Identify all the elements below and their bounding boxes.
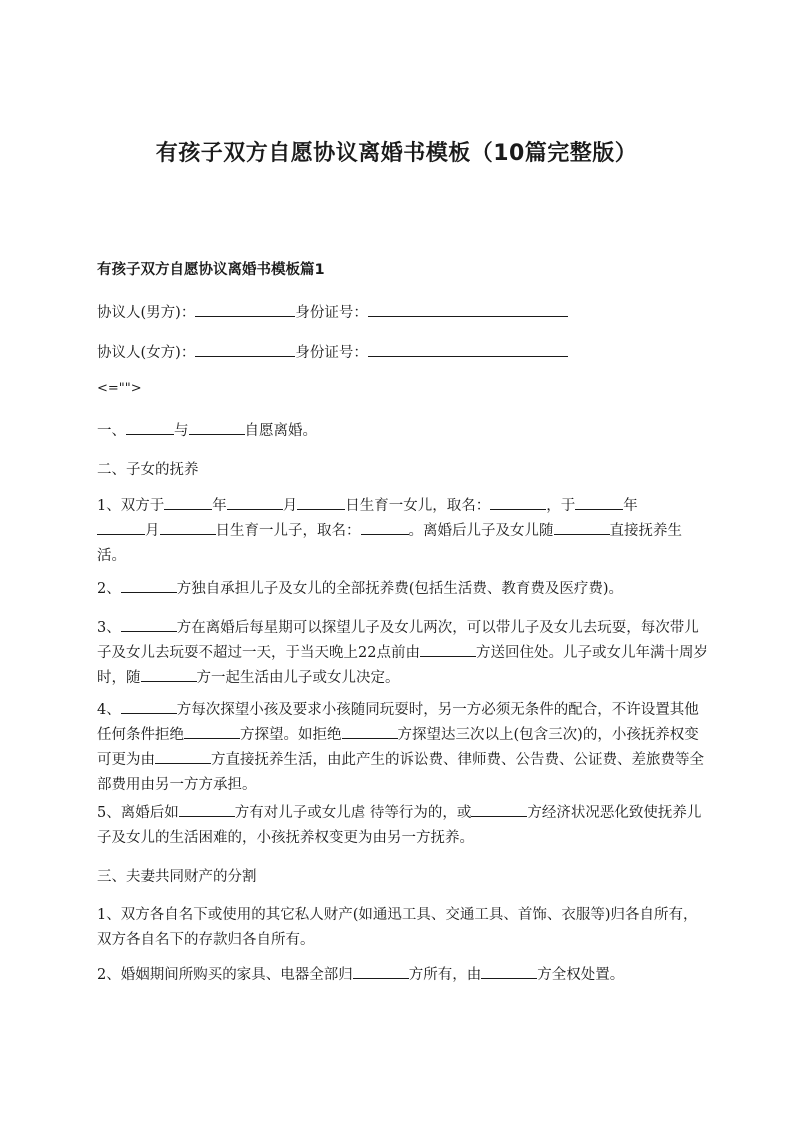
blank <box>575 495 623 510</box>
para-text: 方全权处置。 <box>537 967 625 983</box>
para-text: 2、 <box>97 581 121 597</box>
para-text: 年 <box>623 498 638 514</box>
blank <box>97 520 145 535</box>
blank <box>141 667 197 682</box>
para-text: 月 <box>282 498 298 514</box>
blank <box>155 749 211 764</box>
para-text: 方有对儿子或女儿虐 待等行为的，或 <box>234 805 472 821</box>
para-text: 方直接抚养生活，由此产生的诉讼费、律师费、公告费、公证费、差旅费等全部费用由另一方方承担。 <box>97 752 704 793</box>
para-text: 日生育一女儿，取名： <box>345 498 491 514</box>
para-text: 方所有，由 <box>408 967 482 983</box>
section-3-title: 三、夫妻共同财产的分割 <box>97 869 257 885</box>
blank <box>361 520 409 535</box>
para-text: 方一起生活由儿子或女儿决定。 <box>196 670 400 686</box>
party-male-line <box>97 302 707 325</box>
id-blank <box>368 342 568 357</box>
para-text: 年 <box>212 498 227 514</box>
id-blank <box>368 302 568 317</box>
clause-text: 与 <box>174 423 189 439</box>
paragraph-1 <box>97 494 709 569</box>
paragraph-7 <box>97 963 709 988</box>
para-text: 方在离婚后每星期可以探望儿子及女儿两次，可以带儿子及女儿去玩耍，每次带儿子及女儿去玩耍不超过一天，于当天晚上22点前由 <box>97 620 699 661</box>
blank <box>179 802 235 817</box>
clause-text: 自愿离婚。 <box>244 423 317 439</box>
paragraph-5 <box>97 801 709 851</box>
blank <box>121 617 177 632</box>
para-text: 方探望。如拒绝 <box>240 727 342 743</box>
blank <box>471 802 527 817</box>
para-text: 直接抚养生活。 <box>97 523 682 564</box>
blank <box>121 699 177 714</box>
id-label: 身份证号： <box>295 305 368 321</box>
para-text: 2、婚姻期间所购买的家具、电器全部归 <box>97 967 353 983</box>
paragraph-2 <box>97 577 709 602</box>
paragraph-6: 1、双方各自名下或使用的其它私人财产(如通迅工具、交通工具、首饰、衣服等)归各自所有，双方各自名下的存款归各自所有。 <box>97 907 698 948</box>
blank <box>554 520 610 535</box>
paragraph-3 <box>97 616 709 691</box>
blank <box>164 495 212 510</box>
section-2-title: 二、子女的抚养 <box>97 462 199 478</box>
clause-text: 一、 <box>97 423 126 439</box>
name-blank <box>195 302 295 317</box>
para-text: 3、 <box>97 620 121 636</box>
para-text: 。离婚后儿子及女儿随 <box>408 523 554 539</box>
name-blank <box>195 342 295 357</box>
para-text: 方送回住处。儿子或女儿年满十周岁时，随 <box>97 645 708 686</box>
clause-1 <box>97 420 707 443</box>
para-text: 方探望达三次以上(包含三次)的，小孩抚养权变可更为由 <box>97 727 699 768</box>
blank <box>297 495 345 510</box>
para-text: 方独自承担儿子及女儿的全部抚养费(包括生活费、教育费及医疗费)。 <box>176 581 624 597</box>
blank <box>126 420 174 435</box>
blank <box>490 495 546 510</box>
blank <box>121 578 177 593</box>
blank <box>184 724 240 739</box>
blank <box>420 642 476 657</box>
para-text: 日生育一儿子，取名： <box>215 523 361 539</box>
section-heading: 有孩子双方自愿协议离婚书模板篇1 <box>97 262 325 278</box>
para-text: 5、离婚后如 <box>97 805 179 821</box>
para-text: 4、 <box>97 702 121 718</box>
paragraph-4 <box>97 698 709 798</box>
stray-markup-text: <=""> <box>97 381 142 396</box>
document-title: 有孩子双方自愿协议离婚书模板（10篇完整版） <box>155 141 638 166</box>
para-text: 月 <box>145 523 160 539</box>
party-male-label: 协议人(男方)： <box>97 305 196 321</box>
blank <box>353 964 409 979</box>
blank <box>481 964 537 979</box>
para-text: ，于 <box>546 498 576 514</box>
para-text: 1、双方于 <box>97 498 165 514</box>
id-label: 身份证号： <box>295 345 368 361</box>
party-female-line <box>97 342 707 365</box>
para-text: 方每次探望小孩及要求小孩随同玩耍时，另一方必须无条件的配合，不许设置其他任何条件拒绝 <box>97 702 699 743</box>
blank <box>189 420 245 435</box>
para-text: 方经济状况恶化致使抚养儿子及女儿的生活困难的，小孩抚养权变更为由另一方抚养。 <box>97 805 702 846</box>
blank <box>227 495 283 510</box>
blank <box>342 724 398 739</box>
party-female-label: 协议人(女方)： <box>97 345 196 361</box>
blank <box>160 520 216 535</box>
